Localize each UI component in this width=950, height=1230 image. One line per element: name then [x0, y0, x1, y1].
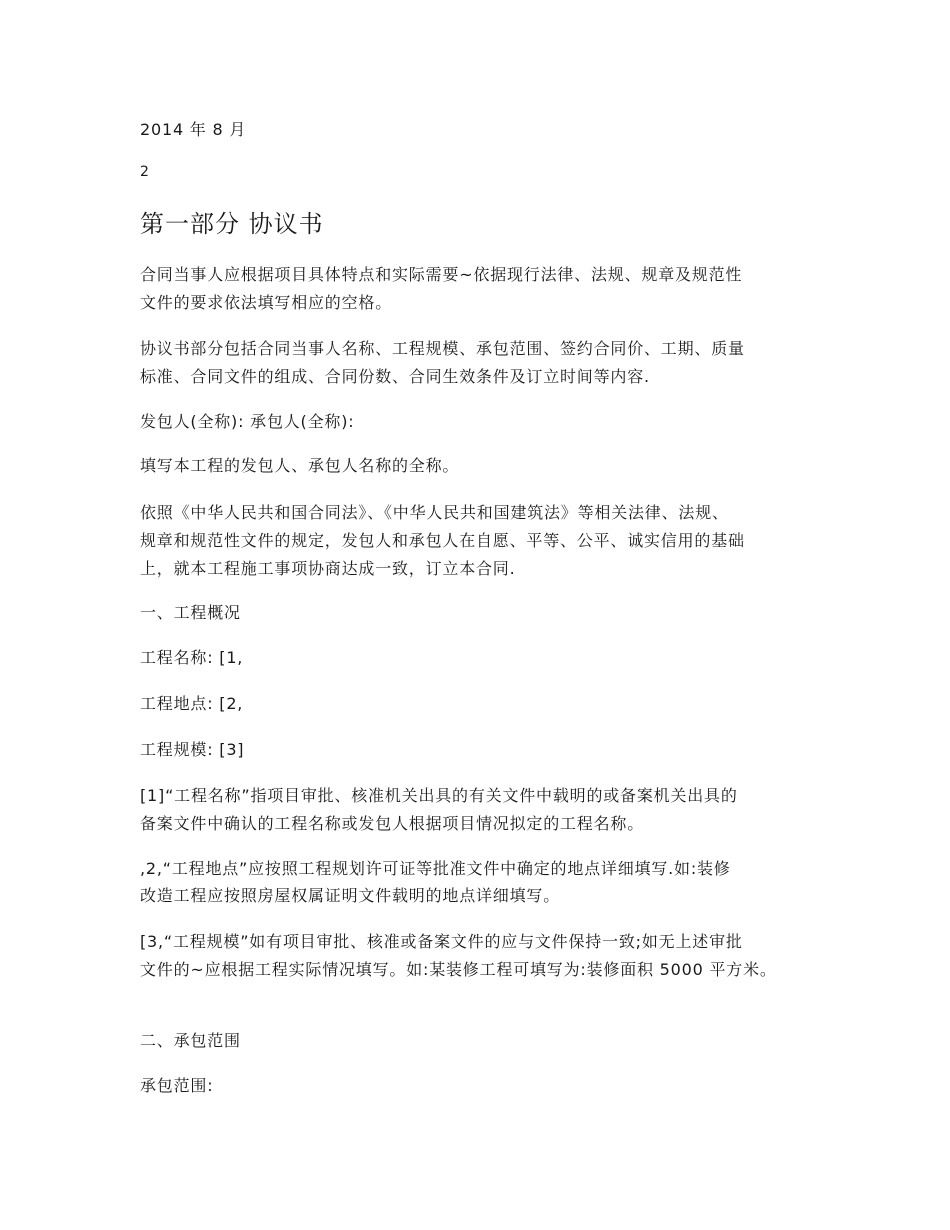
paragraph-line: 填写本工程的发包人、承包人名称的全称。	[140, 456, 460, 475]
field-line: 工程规模: [3]	[140, 740, 245, 759]
note-line: [1]“工程名称”指项目审批、核准机关出具的有关文件中载明的或备案机关出具的	[140, 786, 738, 805]
note-line: 备案文件中确认的工程名称或发包人根据项目情况拟定的工程名称。	[140, 814, 645, 833]
subsection-heading: 二、承包范围	[140, 1031, 241, 1050]
page-number: 2	[140, 164, 150, 180]
subsection-heading: 一、工程概况	[140, 603, 241, 622]
note-line: ,2,“工程地点”应按照工程规划许可证等批准文件中确定的地点详细填写.如:装修	[140, 859, 731, 878]
field-line: 工程地点: [2,	[140, 694, 244, 713]
paragraph-line: 标准、合同文件的组成、合同份数、合同生效条件及订立时间等内容.	[140, 367, 650, 386]
field-line: 工程名称: [1,	[140, 648, 244, 667]
date-line: 2014 年 8 月	[140, 120, 247, 139]
note-line: 文件的~应根据工程实际情况填写。如:某装修工程可填写为:装修面积 5000 平方米。	[140, 960, 777, 979]
paragraph-line: 上，就本工程施工事项协商达成一致，订立本合同.	[140, 559, 516, 578]
paragraph-line: 规章和规范性文件的规定，发包人和承包人在自愿、平等、公平、诚实信用的基础	[140, 531, 745, 550]
note-line: 改造工程应按照房屋权属证明文件载明的地点详细填写。	[140, 886, 561, 905]
paragraph-line: 合同当事人应根据项目具体特点和实际需要~依据现行法律、法规、规章及规范性	[140, 265, 743, 284]
paragraph-line: 依照《中华人民共和国合同法》、《中华人民共和国建筑法》等相关法律、法规、	[140, 503, 729, 522]
section-title: 第一部分 协议书	[140, 210, 324, 238]
note-line: [3,“工程规模”如有项目审批、核准或备案文件的应与文件保持一致;如无上述审批	[140, 932, 743, 951]
paragraph-line: 文件的要求依法填写相应的空格。	[140, 293, 393, 312]
field-line: 承包范围:	[140, 1076, 214, 1095]
paragraph-line: 协议书部分包括合同当事人名称、工程规模、承包范围、签约合同价、工期、质量	[140, 339, 745, 358]
paragraph-line: 发包人(全称): 承包人(全称):	[140, 412, 355, 431]
